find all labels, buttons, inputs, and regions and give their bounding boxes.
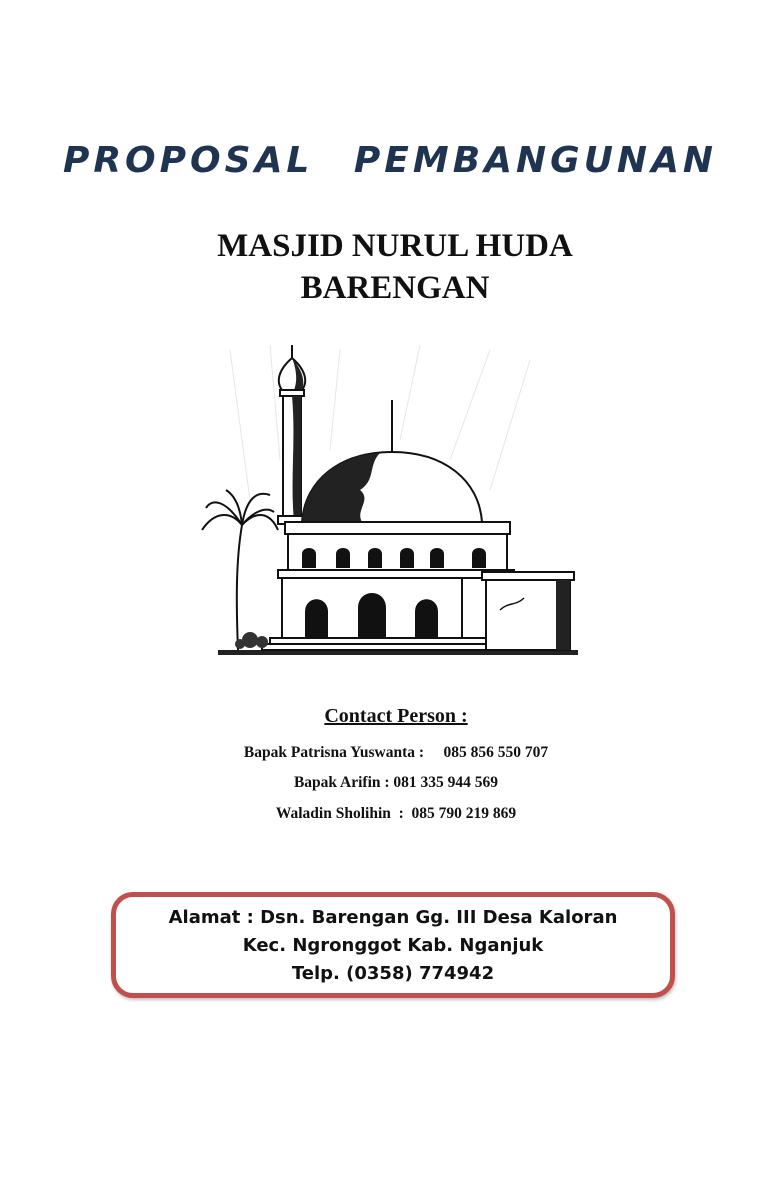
lower-level bbox=[262, 578, 492, 650]
minaret bbox=[278, 345, 306, 524]
upper-level bbox=[278, 522, 514, 578]
contact-person-1: Bapak Patrisna Yuswanta : 085 856 550 707 bbox=[243, 744, 549, 761]
shrub bbox=[235, 632, 268, 649]
annex bbox=[482, 572, 574, 650]
address-line-1: Alamat : Dsn. Barengan Gg. III Desa Kaloran bbox=[168, 907, 618, 928]
heading-word-proposal: PROPOSAL bbox=[62, 140, 314, 181]
dome bbox=[302, 400, 482, 522]
proposal-heading bbox=[0, 140, 768, 181]
address-line-2: Kec. Ngronggot Kab. Nganjuk bbox=[242, 935, 544, 956]
address-phone: Telp. (0358) 774942 bbox=[291, 963, 495, 984]
contact-person-heading: Contact Person : bbox=[324, 705, 468, 727]
mosque-name-line2: BARENGAN bbox=[300, 270, 490, 306]
mosque-name-line1: MASJID NURUL HUDA bbox=[217, 228, 573, 264]
mosque-illustration bbox=[190, 340, 590, 670]
address-box bbox=[111, 892, 675, 998]
heading-word-pembangunan: PEMBANGUNAN bbox=[353, 140, 718, 181]
palm-tree bbox=[202, 490, 278, 650]
contact-person-3: Waladin Sholihin : 085 790 219 869 bbox=[275, 805, 517, 822]
contact-person-2: Bapak Arifin : 081 335 944 569 bbox=[293, 774, 499, 791]
